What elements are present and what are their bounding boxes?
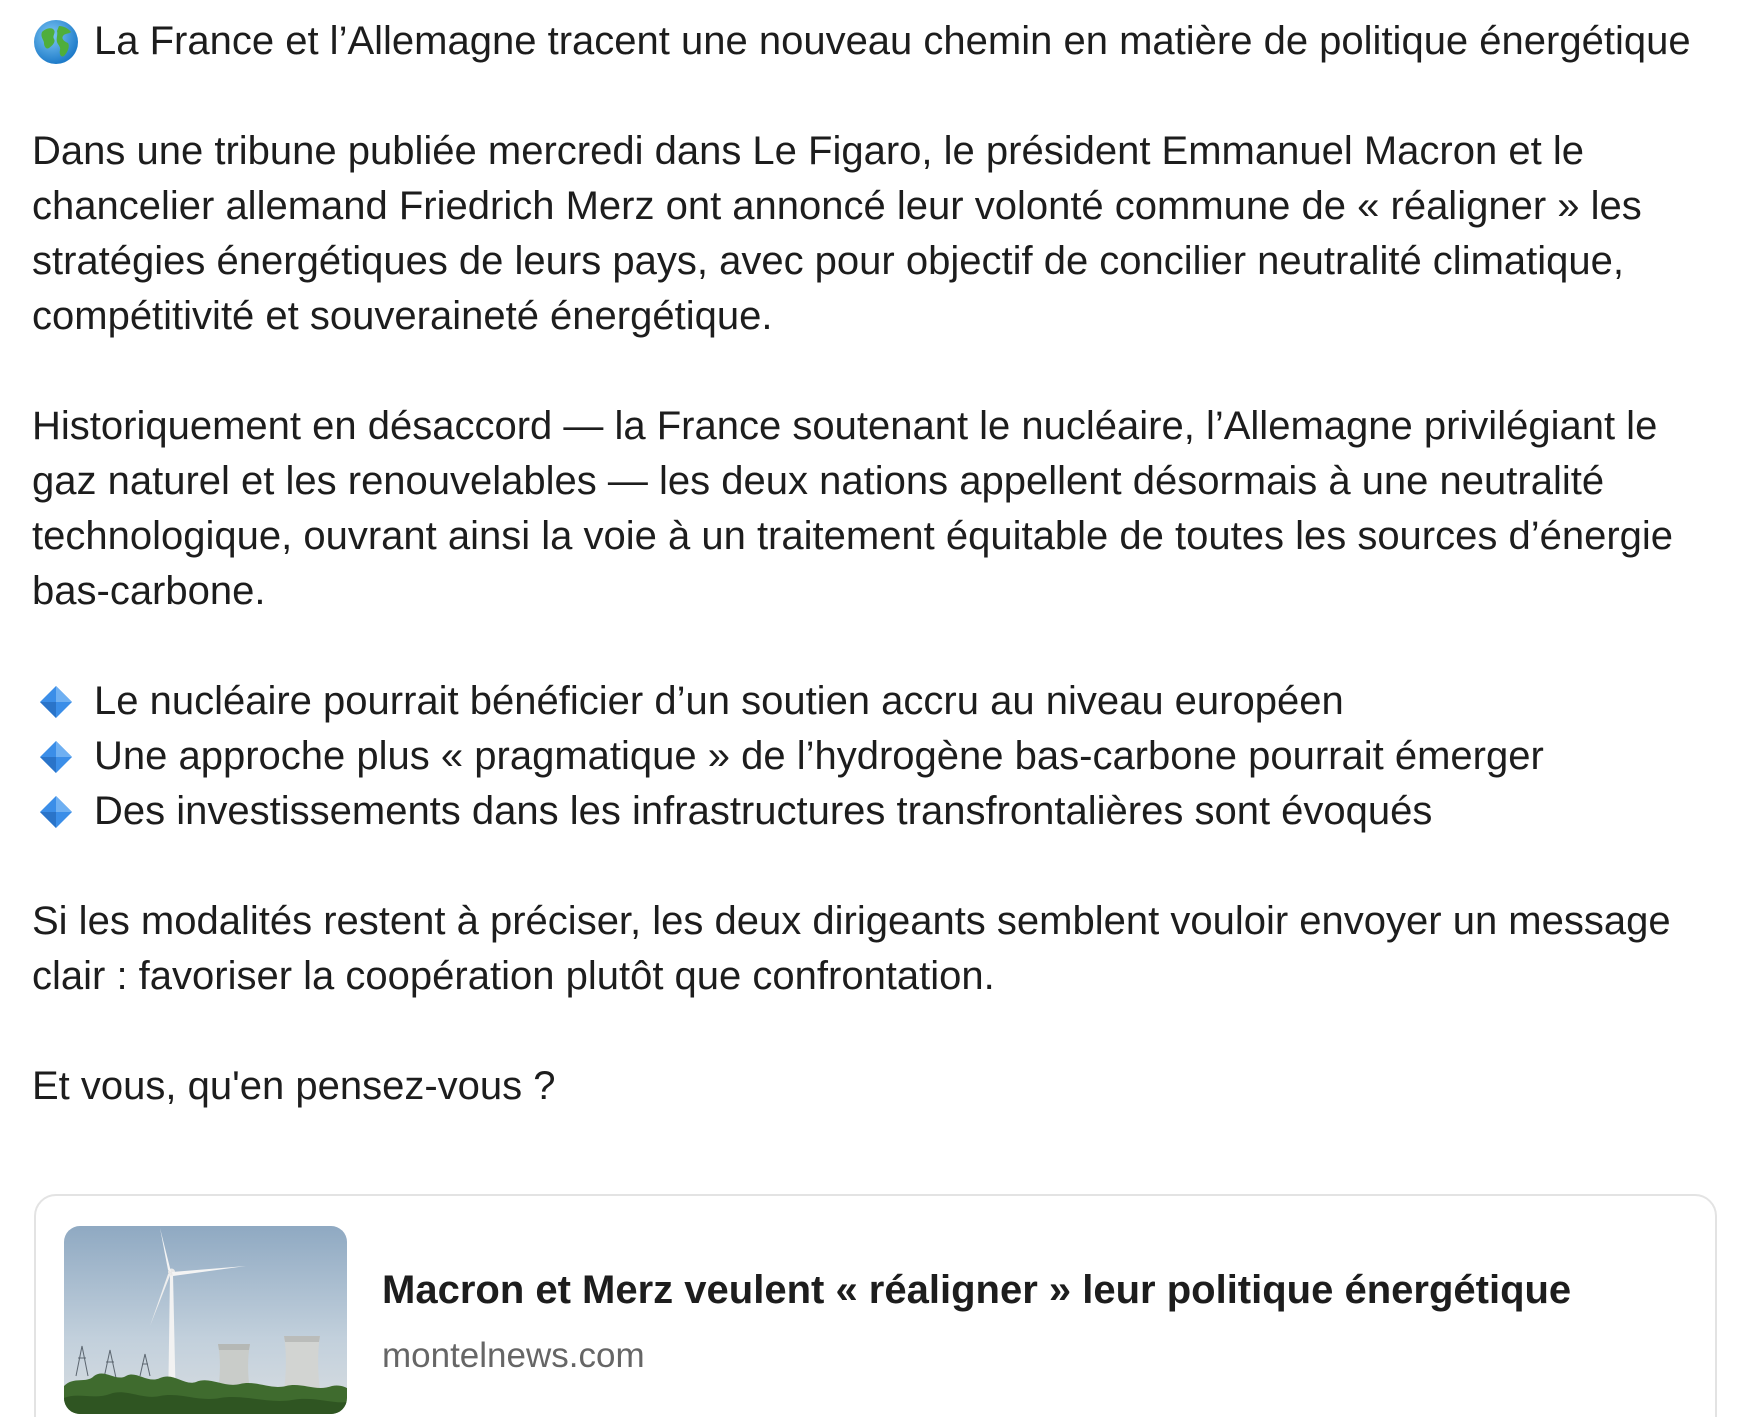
bullet-text: Des investissements dans les infrastructures transfrontalières sont évoqués xyxy=(94,789,1433,833)
bullet-text: Une approche plus « pragmatique » de l’hydrogène bas-carbone pourrait émerger xyxy=(94,734,1544,778)
paragraph-history: Historiquement en désaccord — la France soutenant le nucléaire, l’Allemagne privilégiant le gaz naturel et les renouvelables — les deux nations appellent désormais à une neutralité technologique, ouvrant ainsi la voie à un traitement équitable de toutes les sources d’énergie bas-carbone. xyxy=(32,404,1674,613)
bullet-text: Le nucléaire pourrait bénéficier d’un soutien accru au niveau européen xyxy=(94,679,1344,723)
headline-text: La France et l’Allemagne tracent une nouveau chemin en matière de politique énergétique xyxy=(94,19,1691,63)
paragraph-intro: Dans une tribune publiée mercredi dans Le Figaro, le président Emmanuel Macron et le chancelier allemand Friedrich Merz ont annoncé leur volonté commune de « réaligner » les stratégies énergétiques de leurs pays, avec pour objectif de concilier neutralité climatique, compétitivité et souveraineté énergétique. xyxy=(32,129,1642,338)
post-body xyxy=(32,14,1732,1169)
link-domain: montelnews.com xyxy=(382,1336,645,1375)
post-headline xyxy=(32,14,1732,69)
wind-turbine-cooling-towers-image xyxy=(64,1226,347,1414)
link-thumbnail[interactable] xyxy=(64,1226,347,1414)
blue-diamond-icon xyxy=(32,733,80,781)
list-item xyxy=(32,784,1732,839)
globe-icon xyxy=(32,18,80,66)
bullet-list xyxy=(32,674,1732,839)
paragraph-question: Et vous, qu'en pensez-vous ? xyxy=(32,1064,556,1108)
list-item xyxy=(32,674,1732,729)
list-item xyxy=(32,729,1732,784)
link-preview-card[interactable] xyxy=(34,1194,1717,1417)
link-title[interactable]: Macron et Merz veulent « réaligner » leur politique énergétique xyxy=(382,1268,1572,1312)
blue-diamond-icon xyxy=(32,788,80,836)
blue-diamond-icon xyxy=(32,678,80,726)
paragraph-conclusion: Si les modalités restent à préciser, les deux dirigeants semblent vouloir envoyer un message clair : favoriser la coopération plutôt que confrontation. xyxy=(32,899,1671,998)
